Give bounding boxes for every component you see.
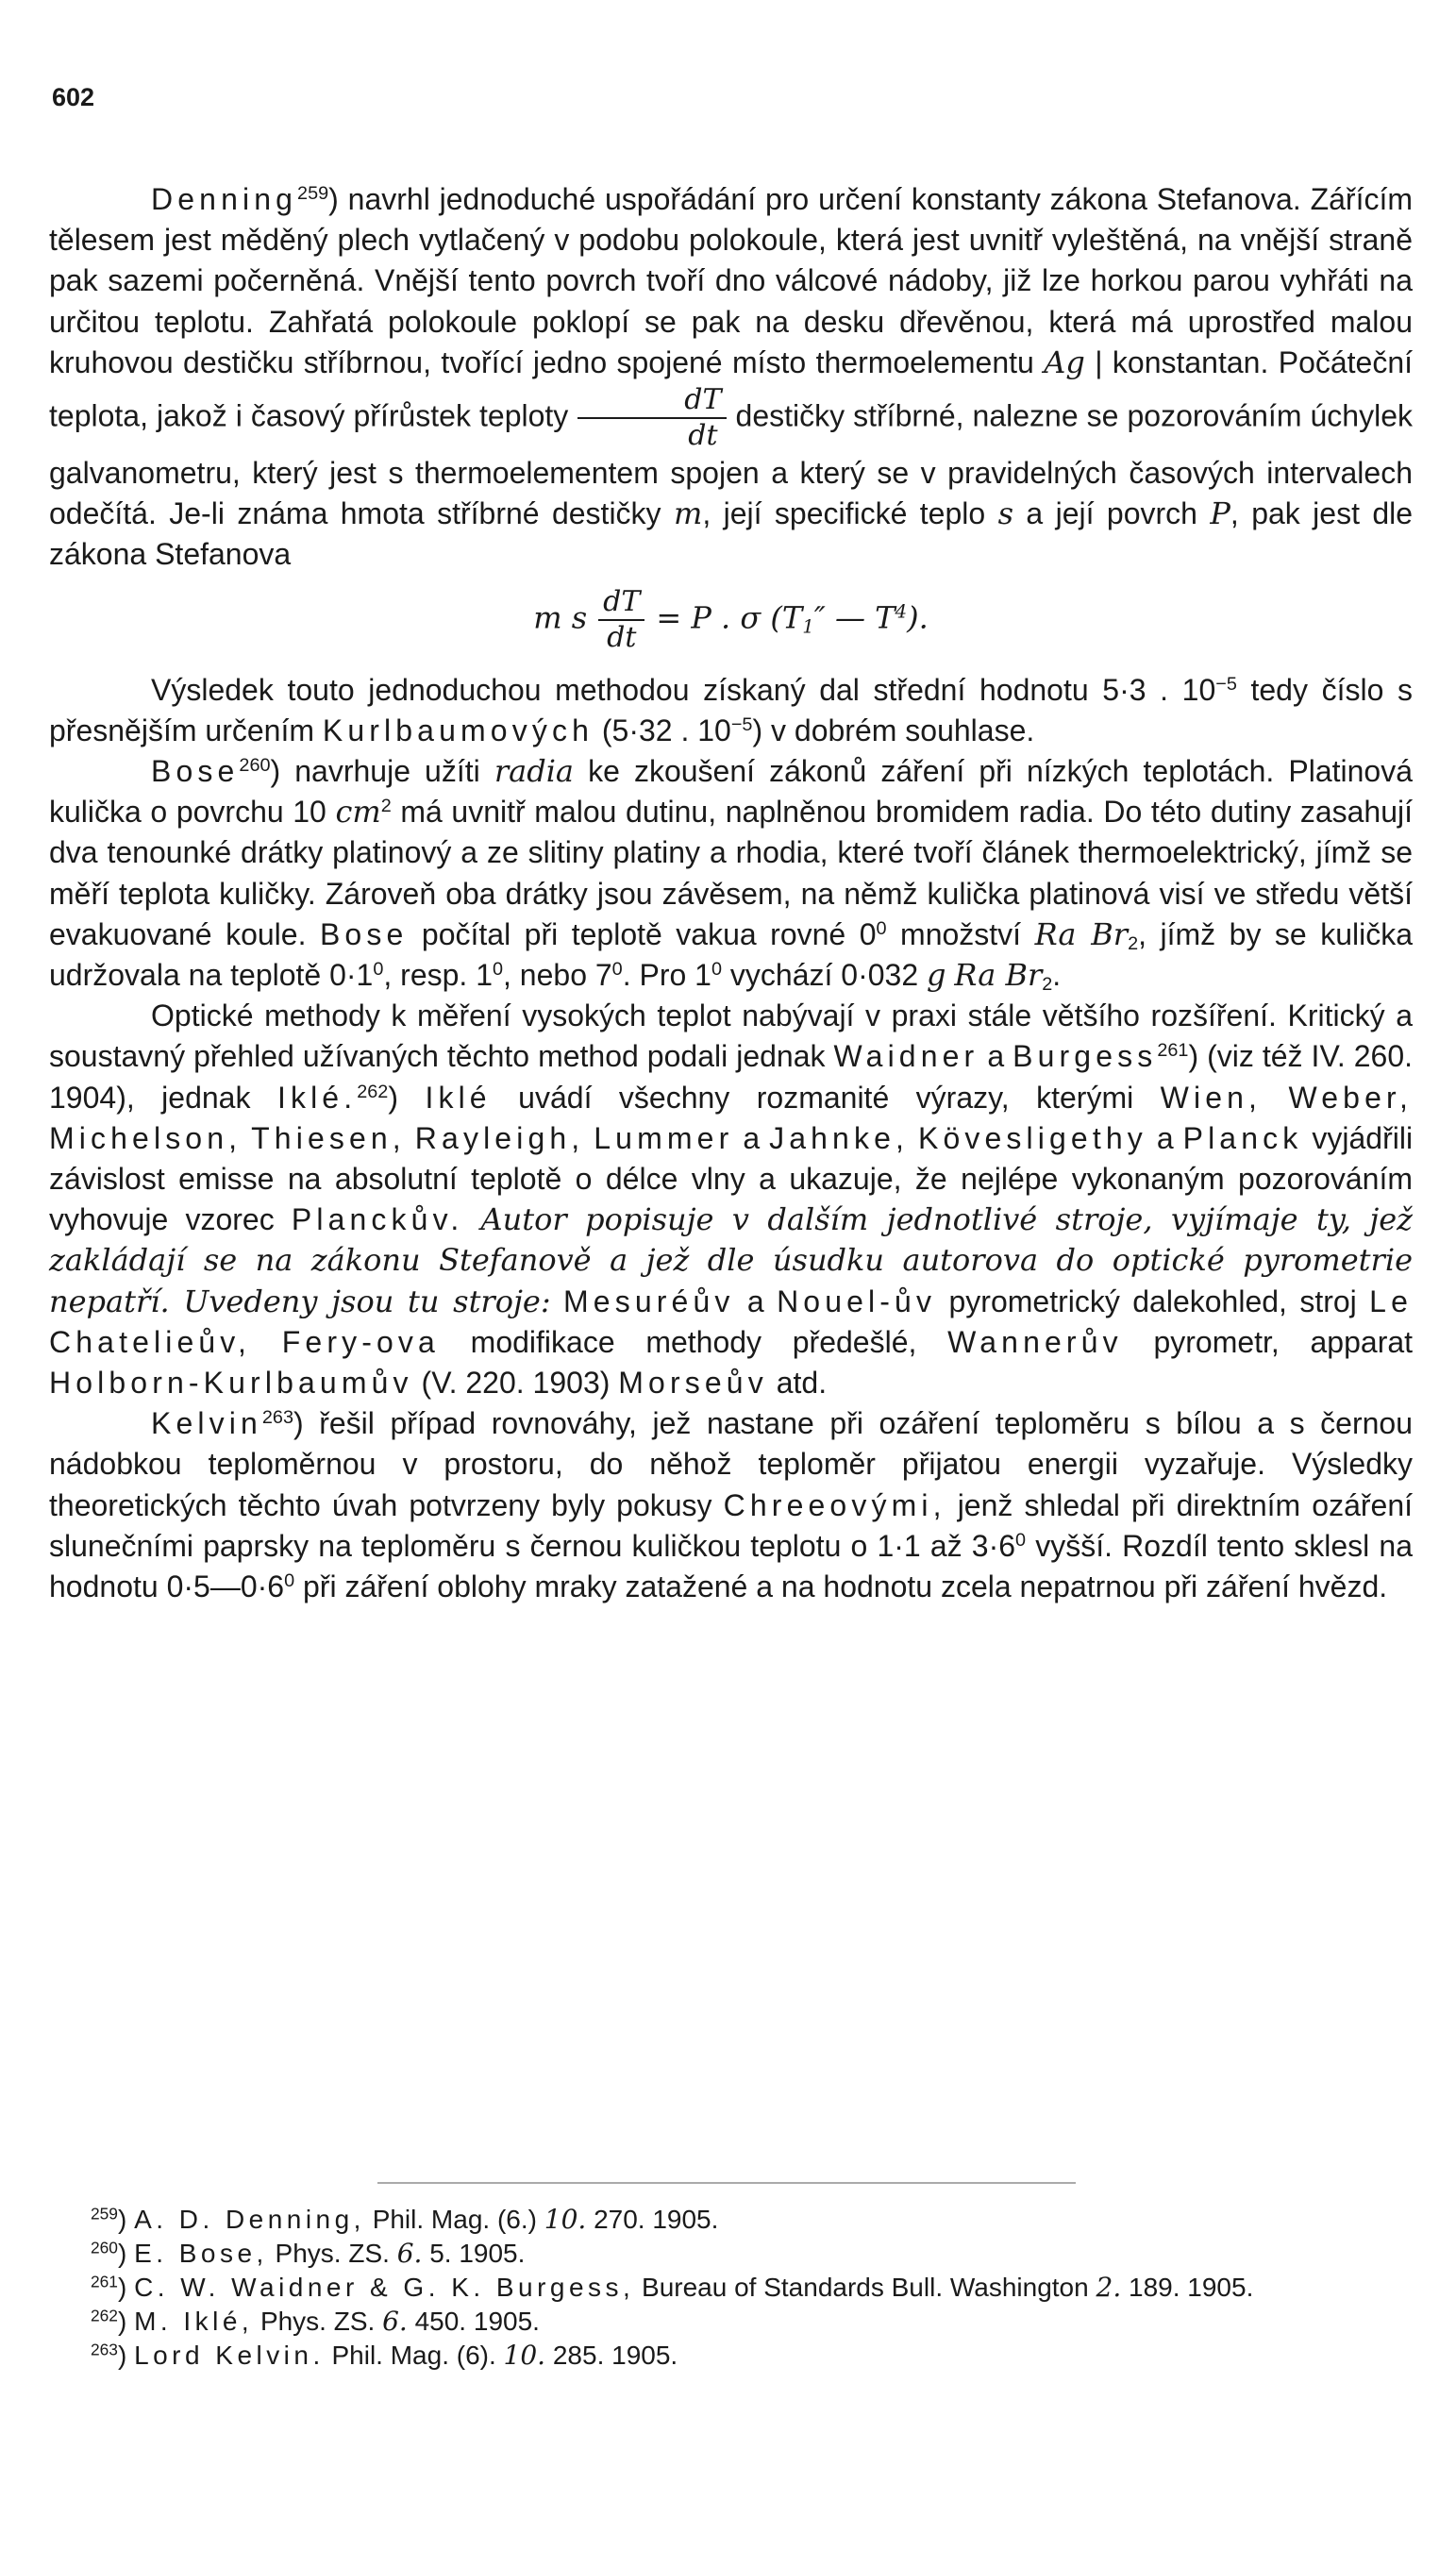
footnote-ref: 263 [261, 1407, 293, 1429]
text-run: (V. 220. 1903) [421, 1366, 611, 1401]
superscript: 0 [492, 959, 504, 981]
footnote-source: Bureau of Standards Bull. Washington [642, 2273, 1089, 2302]
footnote-volume: 10. [503, 2340, 546, 2371]
author-name: Nouel-ův [777, 1284, 937, 1318]
author-name: Iklé [425, 1080, 492, 1115]
author-name: Weber, [1288, 1080, 1414, 1115]
text-run: tedy číslo s přesnějším určením [49, 672, 1414, 747]
author-name: Bose [151, 754, 240, 789]
footnote-ref: 260 [239, 755, 271, 777]
math-symbol: P [1210, 495, 1230, 532]
text-run: , pak jest dle zákona Stefanova [49, 496, 1414, 572]
text-run: . Pro 1 [622, 958, 711, 993]
footnote-author: C. W. Waidner & G. K. Burgess, [134, 2273, 635, 2302]
unit: g [927, 957, 946, 994]
text-run: (5·32 . 10 [601, 713, 731, 747]
chemical-formula: Ra Br [1034, 915, 1129, 952]
author-name: Denning [151, 182, 298, 216]
text-run: a [746, 1284, 764, 1318]
text-run: ) řešil případ rovnováhy, jež nastane při ozáření teploměru s bílou a s černou nádobkou teploměrnou v prostoru, do něhož teploměr přijatou energii vyzařuje. Výsledky theoretických těchto úvah potvrzeny byly pokusy [49, 1406, 1413, 1522]
text-run: modifikace methody předešlé, [470, 1324, 917, 1359]
author-name: Rayleigh, [414, 1120, 585, 1155]
paragraph-result [49, 670, 1413, 751]
author-name: Chreeovými, [723, 1487, 946, 1522]
text-run: Výsledek touto jednoduchou methodou získaný dal střední hodnotu 5·3 . 10 [151, 672, 1216, 707]
footnotes [49, 2203, 1413, 2373]
author-name: Kelvin [151, 1406, 262, 1441]
footnote-author: Lord Kelvin. [134, 2341, 325, 2370]
footnote-volume: 6. [396, 2238, 423, 2269]
superscript: 2 [380, 796, 392, 817]
text-run: jenž shledal při direktním ozáření slunečními paprsky na teploměru s černou kuličkou teplotu o 1·1 až 3·6 [49, 1487, 1414, 1563]
footnote-author: E. Bose, [134, 2239, 268, 2268]
footnote-source: Phil. Mag. (6.) [372, 2205, 537, 2234]
footnote-pages: 5. 1905. [429, 2239, 526, 2268]
text-run: vychází 0·032 [722, 958, 919, 993]
footnote-volume: 10. [544, 2204, 587, 2235]
author-name: Le Chatelieův, [49, 1284, 1413, 1359]
footnote-ref: 259 [297, 183, 329, 205]
text-run: a [743, 1120, 761, 1155]
text-run: při záření oblohy mraky zatažené a na hodnotu zcela nepatrnou při záření hvězd. [294, 1569, 1388, 1604]
footnote-260: $^{260}$) E. Bose, Phys. ZS. 6. 5. 1905. [91, 2238, 526, 2269]
footnote-mark: 259 [91, 2204, 118, 2224]
author-name: Wien, [1160, 1080, 1263, 1115]
text-run: | konstantan. Počáteční teplota, jakož i časový přírůstek teploty [49, 344, 1414, 433]
author-name: Mesuréův [563, 1284, 735, 1318]
footnote-source: Phys. ZS. [275, 2239, 390, 2268]
text-run: počítal při teplotě vakua rovné 0 [421, 916, 877, 951]
footnote-source: Phil. Mag. (6). [331, 2341, 496, 2370]
footnote-volume: 6. [382, 2306, 408, 2337]
text-run: má uvnitř malou dutinu, naplněnou bromidem radia. Do této dutiny zasahují dva tenounké drátky platinový a ze slitiny platiny a rhodia, které tvoří článek thermoelektrický, jímž se měří teplota kuličky. Zároveň oba drátky jsou závěsem, na němž kulička platinová visí ve středu větší evakuované koule. [49, 795, 1414, 951]
text-run: ke zkoušení zákonů záření při nízkých teplotách. Platinová kulička o povrchu 10 [49, 754, 1414, 830]
footnote-pages: 285. 1905. [552, 2341, 678, 2370]
author-name: Planckův. [291, 1202, 464, 1237]
text-run: pyrometr, apparat [1153, 1324, 1414, 1359]
paragraph-denning [49, 179, 1413, 576]
text-run: množství [886, 916, 1022, 951]
author-name: Lummer [594, 1120, 734, 1155]
paragraph-optical-methods [49, 996, 1413, 1403]
footnote-mark: 262 [91, 2306, 118, 2325]
text-run: ) [388, 1080, 398, 1115]
subscript: 1 [802, 615, 814, 638]
text-run: pyrometrický dalekohled, stroj [948, 1284, 1357, 1318]
superscript: 0 [1015, 1529, 1027, 1551]
author-name: Jahnke, [769, 1120, 910, 1155]
superscript: 0 [876, 917, 887, 939]
subscript: 2 [1042, 974, 1053, 995]
fraction-denominator: dt [688, 419, 718, 453]
footnote-mark: 260 [91, 2238, 118, 2257]
superscript: 0 [711, 959, 722, 981]
footnote-259: $^{259}$) A. D. Denning, Phil. Mag. (6.) 10. 270. 1905. [91, 2204, 719, 2235]
author-name: Burgess [1013, 1039, 1158, 1074]
text-run: Autor popisuje v dalším jednotlivé stroje, vyjímaje ty, jež zakládají se na zákonu Stefanově a jež dle úsudku autorova do optické pyrometrie nepatří. Uvedeny jsou tu stroje: [49, 1201, 1414, 1319]
text-run: , její specifické teplo [702, 496, 986, 531]
text-run: vyšší. Rozdíl tento sklesl na hodnotu 0·5—0·6 [49, 1528, 1414, 1604]
author-name: Morseův [618, 1366, 768, 1401]
footnote-pages: 450. 1905. [414, 2307, 540, 2336]
footnote-pages: 189. 1905. [1129, 2273, 1254, 2302]
superscript: 0 [284, 1570, 295, 1592]
footnote-262: $^{262}$) M. Iklé, Phys. ZS. 6. 450. 1905. [91, 2306, 540, 2337]
text-run: ) navrhl jednoduché uspořádání pro určení konstanty zákona Stefanova. Zářícím tělesem jest měděný plech vytlačený v podobu polokoule, která jest uvnitř vyleštěná, na vnější straně pak sazemi počerněná. Vnější tento povrch tvoří dno válcové nádoby, již lze horkou parou vyhřáti na určitou teplotu. Zahřatá polokoule poklopí se pak na desku dřevěnou, která má uprostřed malou kruhovou destičku stříbrnou, tvořící jedno spojené místo thermoelementu [49, 182, 1413, 379]
author-name: Kövesligethy [917, 1120, 1147, 1155]
equation-rhs: ″ — T [813, 599, 895, 636]
footnote-pages: 270. 1905. [594, 2205, 719, 2234]
author-name: Fery-ova [281, 1324, 440, 1359]
math-symbol: s [997, 495, 1014, 532]
footnote-mark: 263 [91, 2340, 118, 2359]
text-run: ) v dobrém souhlase. [752, 713, 1035, 747]
unit: cm [335, 794, 381, 831]
footnote-source: Phys. ZS. [259, 2307, 376, 2336]
author-name: Bose [319, 916, 409, 951]
text-run: a [1156, 1120, 1174, 1155]
equation-rhs: ). [907, 599, 929, 636]
footnote-ref: 262 [357, 1081, 389, 1102]
superscript: 0 [373, 959, 384, 981]
text-run: Optické methody k měření vysokých teplot nabývají v praxi stále většího rozšíření. Kritický a soustavný přehled užívaných těchto method podali jednak [49, 999, 1413, 1074]
fraction-numerator: dT [577, 383, 726, 419]
author-name: Kurlbaumových [322, 713, 594, 747]
superscript: 0 [611, 959, 623, 981]
emphasis: radia [494, 753, 574, 790]
author-name: Iklé. [276, 1080, 358, 1115]
author-name: Michelson, [49, 1120, 243, 1155]
author-name: Wannerův [947, 1324, 1123, 1359]
footnote-261: $^{261}$) C. W. Waidner & G. K. Burgess, Bureau of Standards Bull. Washington 2. 189. 1905. [91, 2272, 1254, 2303]
equation-rhs: = P . σ (T [656, 599, 803, 636]
text-run: a [987, 1039, 1005, 1074]
footnote-volume: 2. [1096, 2272, 1122, 2303]
math-symbol: m [673, 495, 703, 532]
superscript: −5 [1215, 673, 1237, 695]
superscript: 4 [895, 600, 908, 623]
page-number: 602 [52, 83, 95, 111]
footnote-ref: 261 [1157, 1040, 1189, 1062]
equation-lhs: m s [533, 599, 588, 636]
chemical-formula: Ra Br [954, 957, 1043, 994]
footnote-divider [377, 2182, 1076, 2184]
superscript: −5 [730, 713, 753, 735]
equation-fraction [598, 585, 644, 655]
footnote-author: M. Iklé, [134, 2307, 254, 2336]
subscript: 2 [1128, 932, 1139, 954]
author-name: Planck [1182, 1120, 1303, 1155]
fraction-numerator: dT [598, 585, 644, 621]
fraction-denominator: dt [607, 620, 637, 654]
author-name: Holborn-Kurlbaumův [49, 1366, 413, 1401]
footnote-263: $^{263}$) Lord Kelvin. Phil. Mag. (6). 10. 285. 1905. [91, 2340, 678, 2371]
text-run: atd. [776, 1366, 828, 1401]
text-run: a její povrch [1026, 496, 1197, 531]
math-symbol: Ag [1044, 344, 1085, 380]
stefan-equation [49, 585, 1413, 655]
fraction-dT-dt [577, 383, 726, 453]
author-name: Waidner [833, 1039, 979, 1074]
text-run: uvádí všechny rozmanité výrazy, kterými [518, 1080, 1134, 1115]
paragraph-bose [49, 751, 1413, 996]
text-run: , resp. 1 [383, 958, 493, 993]
text-run: destičky stříbrné, nalezne se pozorováním úchylek galvanometru, který jest s thermoelementem spojen a který se v pravidelných časových intervalech odečítá. Je-li známa hmota stříbrné destičky [49, 398, 1414, 531]
author-name: Thiesen, [251, 1120, 406, 1155]
text-run: ) navrhuje užíti [270, 754, 480, 789]
body-text [49, 179, 1413, 1607]
paragraph-kelvin [49, 1403, 1413, 1607]
text-run: , nebo 7 [503, 958, 612, 993]
footnote-mark: 261 [91, 2272, 118, 2291]
text-run: , jímž by se kulička udržovala na teplotě 0·1 [49, 916, 1414, 993]
text-run: vyjádřili závislost emisse na absolutní teplotě o délce vlny a ukazuje, že nejlépe vykonaným pozorováním vyhovuje vzorec [49, 1120, 1414, 1237]
text-run: . [1052, 958, 1062, 993]
footnote-author: A. D. Denning, [134, 2205, 365, 2234]
text-run: ) (viz též IV. 260. 1904), jednak [49, 1039, 1414, 1115]
